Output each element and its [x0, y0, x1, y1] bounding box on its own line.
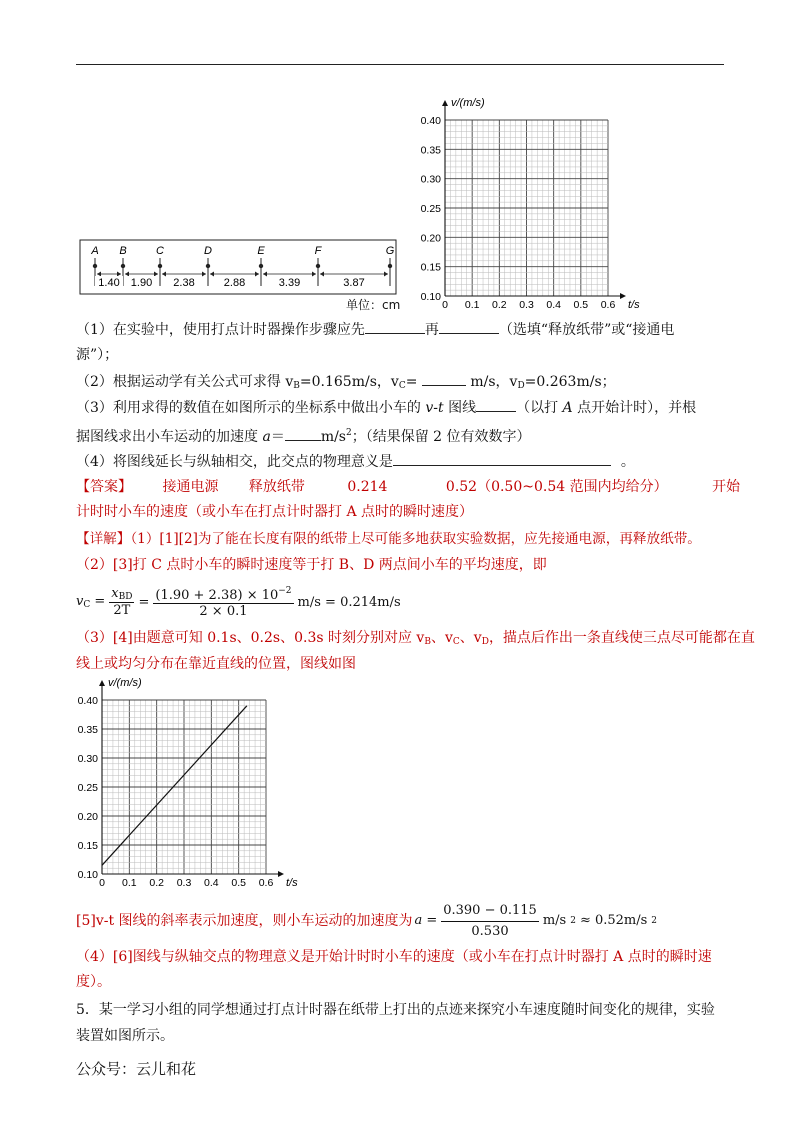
blank-5: [285, 426, 321, 441]
x-tick-label: 0: [99, 877, 105, 889]
question-1-line2: 源”）；: [76, 347, 119, 363]
x-tick-label: 0.3: [176, 877, 192, 889]
y-tick-label: 0.30: [420, 173, 441, 186]
detail-line1: 【详解】（1）[1][2]为了能在长度有限的纸带上尽可能多地获取实验数据，应先接通电源，再释放纸带。: [76, 531, 701, 547]
tape-segment-length: 1.40: [98, 277, 120, 289]
x-tick-label: 0.1: [464, 299, 480, 311]
vt-grid-chart-empty: [400, 94, 660, 316]
tape-point-label: F: [314, 245, 322, 257]
tape-segment-length: 1.90: [130, 277, 153, 289]
x-tick-label: 0.2: [492, 299, 507, 311]
tape-arrowhead: [320, 272, 324, 277]
blank-6: [393, 451, 611, 466]
y-tick-label: 0.15: [420, 261, 441, 274]
detail-line6: （4）[6]图线与纵轴交点的物理意义是开始计时时小车的速度（或小车在打点计时器打 A 点时的瞬时速: [76, 949, 712, 965]
y-tick-label: 0.25: [77, 782, 98, 794]
y-tick-label: 0.10: [77, 869, 98, 881]
x-tick-label: 0: [442, 299, 448, 311]
tape-dot: [93, 264, 97, 268]
x-tick-label: 0.4: [204, 877, 219, 889]
formula-acceleration: a = $\frac{0.390 - 0.115}{0.530}$ m/s 2 ≈ 0.52m/s 2: [414, 902, 658, 939]
x-tick-label: 0.6: [258, 877, 274, 889]
detail-line2: （2）[3]打 C 点时小车的瞬时速度等于打 B、D 两点间小车的平均速度，即: [76, 557, 547, 573]
tape-segment-length: 3.39: [278, 277, 301, 289]
detail-line4: 线上或均匀分布在靠近直线的位置，图线如图: [76, 656, 356, 672]
blank-3: [422, 371, 466, 386]
detail-line7: 度）。: [76, 974, 111, 990]
detail-line5: [5]v-t 图线的斜率表示加速度，则小车运动的加速度为 a = $\frac{0.390 - 0.115}{0.530}$ m/s 2 ≈ 0.52m/s 2: [76, 904, 657, 938]
tape-arrowhead: [97, 272, 101, 277]
detail-line3: （3）[4]由题意可知 0.1s、0.2s、0.3s 时刻分别对应 $v_B$、$v_C$、$v_D$，描点后作出一条直线使三点尽可能都在直: [76, 630, 755, 647]
x-axis-arrow: [620, 293, 626, 299]
y-tick-label: 0.10: [420, 291, 441, 303]
y-tick-label: 0.35: [420, 144, 441, 157]
tape-arrowhead: [125, 272, 129, 277]
tape-dot: [259, 264, 263, 268]
tape-point-label: E: [257, 245, 265, 257]
tape-dot: [206, 264, 210, 268]
answer-line2: 计时时小车的速度（或小车在打点计时器打 A 点时的瞬时速度）: [76, 504, 474, 520]
x-tick-label: 0.2: [149, 877, 164, 889]
question-2: （2）根据运动学有关公式可求得 $v_B=0.165m/s$，$v_C= m/s$，$v_D=0.263m/s$；: [76, 371, 616, 396]
question-5-line1: 5．某一学习小组的同学想通过打点计时器在纸带上打出的点迹来探究小车速度随时间变化的规律，实验: [76, 1002, 715, 1018]
question-1-line1: （1）在实验中，使用打点计时器操作步骤应先 再 （选填“释放纸带”或“接通电: [76, 319, 674, 340]
x-tick-label: 0.3: [519, 299, 534, 311]
x-axis-label: t/s: [628, 299, 640, 311]
tape-segment-length: 2.88: [223, 277, 246, 289]
tape-arrowhead: [162, 272, 166, 277]
blank-4: [476, 397, 516, 412]
tape-arrowhead: [202, 272, 206, 277]
blank-2: [439, 319, 499, 334]
x-axis-label: t/s: [286, 877, 298, 889]
tape-arrowhead: [255, 272, 259, 277]
tape-arrowhead: [384, 272, 388, 277]
x-tick-label: 0.1: [122, 877, 137, 889]
tape-dot: [121, 264, 125, 268]
footer-text: 公众号：云儿和花: [76, 1060, 197, 1078]
y-axis-arrow: [442, 100, 448, 106]
y-tick-label: 0.35: [77, 724, 98, 736]
tape-point-label: C: [156, 245, 164, 257]
question-5-line2: 装置如图所示。: [76, 1028, 174, 1044]
x-tick-label: 0.5: [231, 877, 246, 889]
blank-1: [365, 319, 425, 334]
top-rule: [76, 64, 724, 65]
tape-dot: [158, 264, 162, 268]
y-axis-label: v/(m/s): [108, 677, 142, 689]
tape-point-label: D: [204, 245, 212, 257]
question-3-line1: （3）利用求得的数值在如图所示的坐标系中做出小车的 v-t 图线 （以打 A 点开始计时），并根: [76, 397, 696, 418]
tape-segment-length: 3.87: [343, 277, 365, 289]
y-tick-label: 0.15: [77, 840, 98, 852]
y-axis-label: v/(m/s): [451, 97, 485, 109]
tape-dot: [316, 264, 320, 268]
x-tick-label: 0.6: [600, 299, 616, 311]
y-axis-arrow: [99, 680, 105, 686]
tape-arrowhead: [263, 272, 267, 277]
tape-arrowhead: [312, 272, 316, 277]
tape-arrowhead: [210, 272, 214, 277]
x-axis-arrow: [278, 871, 284, 877]
tape-point-label: G: [385, 245, 395, 257]
tape-arrowhead: [154, 272, 158, 277]
tape-unit: 单位：cm: [346, 298, 401, 312]
x-tick-label: 0.4: [546, 299, 561, 311]
y-tick-label: 0.40: [420, 115, 441, 127]
tape-point-label: B: [119, 245, 127, 257]
formula-vc: $v_C$ = $x_{BD}$ 2T = $\frac{(1.90 + 2.38) \times 10^{-2}}{2 \times 0.1}$ m/s = 0.214m/s: [76, 585, 401, 619]
y-tick-label: 0.20: [420, 232, 441, 245]
tape-segment-length: 2.38: [173, 277, 195, 289]
tape-dot: [388, 264, 392, 268]
y-tick-label: 0.20: [77, 811, 98, 823]
question-3-line2: 据图线求出小车运动的加速度 $a= m/s^2$；（结果保留 2 位有效数字）: [76, 428, 531, 445]
tape-arrowhead: [117, 272, 121, 277]
x-tick-label: 0.5: [573, 299, 589, 311]
vt-grid-chart-answer: [60, 674, 320, 894]
answer-line1: 【答案】 接通电源 释放纸带 0.214 0.52（0.50~0.54 范围内均给分） 开始: [76, 479, 741, 495]
y-tick-label: 0.30: [77, 753, 98, 765]
y-tick-label: 0.25: [420, 203, 441, 215]
tape-point-label: A: [91, 245, 99, 257]
question-4: （4）将图线延长与纵轴相交，此交点的物理意义是 。: [76, 451, 635, 472]
y-tick-label: 0.40: [77, 695, 98, 707]
